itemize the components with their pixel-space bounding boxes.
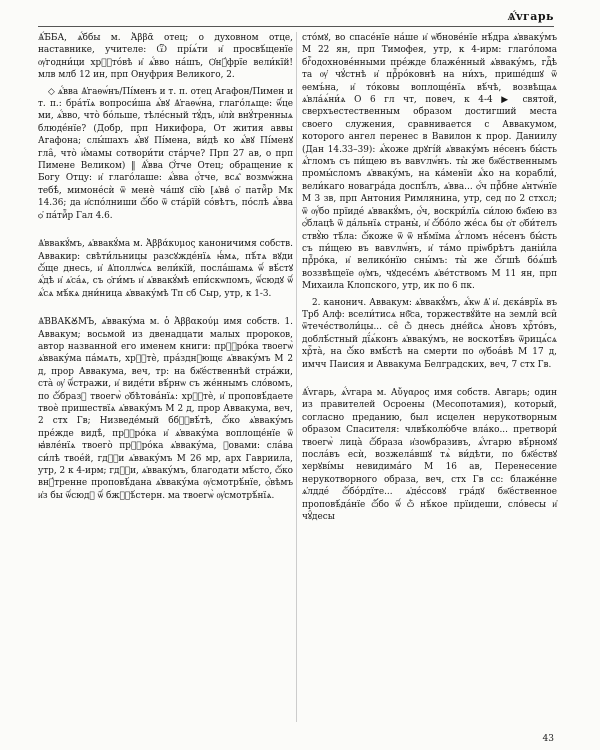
right-column [302,32,557,527]
entry-avvakir: Ѧ҆ввакꙋ́мъ, ѧ҆ввакꙋ́ма м. Ἀββάκυμος каноничимя собств. Аввакир: свѣти́льницы разсꙋжде́нїѧ ꙗ҆́мѧ, пѣ́тѧ вꙋди ѽ́ще днесь, и҆ Ѧ҆поллѡ́сѧ вели́кїй, посла́шамѧ ѿ́ вѣ́стꙋ ѧ҆́дѣ и҆ ѧ҆са́ѧ, съ ѻ҆ги́мъ и҆ ѧ҆ввакꙋ́мѣ епи́скѡпомъ, ѿ́сюдꙋ ѿ́ ѧ҆́сѧ мѣ́кѧ дни́ница ѧ҆вваку́мѣ Тп сб Сыр, утр, к 1-3. [38,239,293,299]
entry-abba: Ѧ҆́ББА, ѧ҆́ббы м. Ἀββᾶ отец; о духовном отце, наставнике, учителе: Ѿ прі́ѧ́ти и҆ просвѣ́щенїе ѹ҆годни́ци хрⷭ҇то́вѣ и҆ ѧ҆́вво на́шъ, Ѻ҆нꙋ́фрїе вели́кїй! млв млб 12 ин, прп Онуфрия Великого, 2. [38,33,293,81]
entry-avgar: Ѧ҆́vгарь, ѧ҆́vгара м. Αὔγαρος имя собств. Авгарь; один из правителей Осроены (Месопотамия), который, согласно преданию, был исцелен нерукотворным образом Спасителя: члвѣ́колю́бче вла́ко... претвори́ твоегѡ̀ лица̀ ѽ́браза и҆зоѡбразивъ, ѧ҆́vгарю вѣ́рномꙋ посла́въ есѝ, возжела́вшꙋ тѧ̀ ви́дѣти, по бж҃е́ствꙋ херꙋві́мы невидима́го М 16 ав, Перенесение нерукотворного образа, веч, стх Гв сс: блаже́нне ѧ҆лдде́ ѽ́бо́рдїте... ѧ҆де́ссовꙋ гра́дꙋ бж҃е́ственное проповѣ́да́нїе ѽ́́́́бо ѿ́ ѽ нѣ́кое прїидеши, сло́весы и҆ чꙋ̑десы [302,387,557,523]
page-number: 43 [542,734,554,744]
entry-abba-sub: ◇ ѧ҆́вва Ѧ҆гаѳѡ́нъ/Пі́менъ и т. п. отец Агафон/Пимен и т. п.: бра́тїѧ вопроси́ша ѧ҆́вꙋ Ѧ҆гаѳѡ́на, глаго́лѧще: ѿ́це ми, ѧ҆́вво, что̀ бо́льше, тѣле́сный тꙋ́дъ, и҆лѝ внꙋ́тренныѧ блюде́нїе? (Добр, прп Никифора, От жития аввы Агафона; слы́шахъ ѧ҆́вꙋ Пі́мена, ви́дѣ ко ѧ҆́вꙋ Пі́менꙋ гла̑, что̀ и҆́мамы сотвори́ти ста́рче? Прп 27 ав, о прп Пимене Великом) ‖ Ѧ҆́вва Ѻ҆́тче Отец; обращение к Богу Отцу: и҆ глаго́лаше: ѧ҆́вва ѻ҆́тче, всѧ̑ возмѡ́жна тебѣ̀, мимоне́сѝ ѿ менѐ ча́шꙋ сїю̀ [ѧ҆ввⷶ ѻ҆ патиⷪ҇р Мк 14.36; да и҆спо́лниши ѽ́бо ѿ ста́рїй со́вѣтъ, по́слѣ ѧ҆́вва ѻ҆ па́тиⷪ҇р Гал 4.6. [38,86,293,221]
running-head: Ѧ҆́vгарь [507,10,554,23]
entry-gap [302,375,557,387]
header-rule [38,26,554,27]
left-column [38,32,293,506]
entry-gap [38,226,293,238]
entry-avvakum-continued: сто́мꙋ, во спасе́нїе на́ше и҆ ѡ҆бнове́нїе нѣ́дра ѧ҆вваку́мъ М 22 ян, прп Тимофея, утр, к 4-ирм: глаго́лома бгⷭ҇одохнове́нными пре́жде блаже́нный ѧ҆вваку́мъ, гдⷭ҇ѣ та ѹ҆ чꙋ́стнѣ и҆ прⷪ҇ро́ковнѣ на ни́хъ, прише́дшꙋ ѿ ѳемъ́на, и҆ то́ковы воплоще́нїѧ вѣ́чѣ, возвѣщаѧ ѧ҆вла́ѧ́ни́ѧ О 6 гл чт, повеч, к 4-4 ▶ святой, сверхъестественным образом достигший места своего служения, сравнивается с Аввакумом, которого ангел перенес в Вавилон к прор. Даниилу (Дан 14.33–39): ѧ҆́коже дрꙋгі́й ѧ҆вваку́мъ не́сенъ бы́сть ѧ҆́гломъ съ пи́щею въ вавѵлѡ́нъ. ты̀ же бж҃е́ственнымъ промы́сломъ ѧ҆вваку́мъ, на ка́менїи ѧ҆́ко на корабли́, вели́каго новагра́да доспѣ́лъ, ѧ҆вва... ѻ҆́ч прⷪ҇бне ѧ҆нтѡ́нїе М 3 зв, прп Антония Римлянина, утр, сед по 2 стхсл; ѿ ѹ҆́бо прїиде́ ѧ҆ввакꙋ́мъ, ѻ҆́ч, воскри́лїѧ си́лою бж҃їею вз ѻ҆́блацѣ ѿ да́льнїѧ страны̀, и҆ ѽ́бо́ло же́сѧ бы ѻ҆т ѻ҆би́телъ ствꙋ̀ю тѣ́ла: ѽ́коже ѿ ѿ нѣ́мїма ѧ҆́гломъ не́сенъ бы́сть съ пи́щею въ вавѵлѡ́нъ, и҆ та́мо пріѡбрѣтъ даніи́ла прⷪ҇ро́ка, и҆ велико́нїю сны́мъ: ты̀ же ѽ́гшѣ бо́ѧ́шѣ воззвѣщеїе ѹ҆мъ, чꙋдесе́мъ ѧ҆ве́тствомъ М 11 ян, прп Михаила Клопского, утр, ик по 6 пк. [302,33,557,292]
entry-avvakum-sense-2: 2. канонич. Аввакум: ѧ҆ввакꙋ́мъ, ѧ҆́кѡ Ѧ҆ и҆. дєка́врїѧ въ Трб Алф: всели́тисѧ нб҃са, торжествꙋ́йте на земли̑ вси̑ ѿтече́стволи́цы... се̑ ѽ днесь дне́йсѧ ѧ҆́новъ хрⷭ҇то́въ, доблѣ́стный дї́ѧ́конъ ѧ҆вваку́мъ, не воскотѣ́въ ѿрицѧ́сѧ хрⷭ҇та̀, на ѽ́ко вмѣ́стѣ на смерти по ѹ҆боа́вѣ М 17 д, имчч Паисия и Аввакума Белградских, веч, 7 стх Гв. [302,297,557,370]
entry-avvakum: Ѧ҆ВВАКꙊ́МЪ, ѧ҆вваку́ма м. ὁ Ἀββακούμ имя собств. 1. Аввакум; восьмой из двенадцати малых пророков, автор названной его именем книги: прⷪ҇ро́ка твоегѡ̀ ѧ҆вваку́ма па́мѧть, хрⷭ҇тѐ, пра́зднꙋющє ѧ҆вваку́мъ М 2 д, прор Аввакума, веч, тр: на бж҃е́ственнѣй стра́жи, ста̀ ѹ҆ ѿ́стражи, и҆ виде́ти вѣ́рнѡ съ же́ннымъ сло́вомъ, по ѽ́бразꙋ твоегѡ̀ ѻ҆бѣтова́нїѧ: хрⷭ҇тѐ, и҆ проповѣ́даете твоѐ пришествїѧ ѧ҆вваку́мъ М 2 д, прор Аввакума, веч, 2 стх Гв; Низведе́мый ббⷭ҇вѣ́тѣ, ѽ́ко ѧ҆вваку́мъ пре́жде видѣ̀, прⷪ҇ро́ка и҆ ѧ҆вваку́ма воплоще́нїе ѿ ꙗ҆вле́нїѧ твоего̀ прⷪ҇ро́ка ѧ҆вваку́ма, ꙁовами: сла́ва си́лѣ твое́й, гдⷭ҇и ѧ҆вваку́мъ М 26 мр, арх Гавриила, утр, 2 к 4-ирм; гдⷭ҇и, ѧ҆вваку́мъ, благодати мѣ́сто, ѽ́ко внꙋ́тренне проповѣ́дана ѧ҆вваку́ма ѹ҆смотрѣ́нїе, ѻ҆́вѣмъ и҆з бы ѿ́сюдꙋ ѿ́ бжⷭ҇ѣ́стерн. ма твоегѡ̀ ѹ҆смотрѣ́нїѧ. [38,317,293,501]
column-divider [296,32,297,722]
entry-gap [38,304,293,316]
